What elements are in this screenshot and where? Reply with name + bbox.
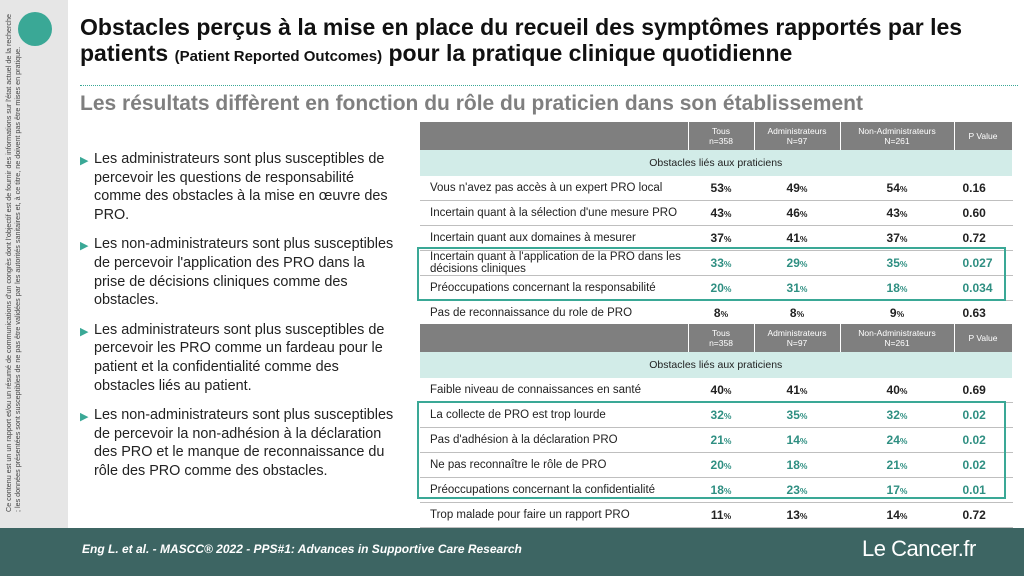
row-label: Vous n'avez pas accès à un expert PRO local: [420, 176, 688, 201]
category-label: Obstacles liés aux praticiens: [420, 150, 1012, 176]
triangle-right-icon: ▶: [80, 325, 89, 338]
page-subtitle: Les résultats diffèrent en fonction du rôle du praticien dans son établissement: [80, 92, 863, 115]
cell-tous: 20%: [688, 453, 754, 478]
column-header: Administrateurs N=97: [754, 122, 840, 150]
bullet-text: Les administrateurs sont plus susceptibles de percevoir les questions de responsabilité comme des obstacles à la mise en œuvre des PRO.: [94, 151, 388, 223]
title-part-1: Obstacles perçus à la mise en place du recueil des symptômes rapportés par les patients: [80, 14, 963, 66]
cell-p-value: 0.16: [954, 176, 1012, 201]
disclaimer-text: Ce contenu est un un rapport et/ou un résumé de communications d'un congrès dont l'objectif est de fournir des informations sur l'état actuel de la recherche ; les données présentées sont susceptibles de ne pas être validées par les autorités sanitaires et, à ce titre, ne doivent pas être mises en pratique.: [4, 14, 23, 512]
cell-admin: 46%: [754, 201, 840, 226]
cell-admin: 35%: [754, 403, 840, 428]
cell-p-value: 0.60: [954, 201, 1012, 226]
row-label: La collecte de PRO est trop lourde: [420, 403, 688, 428]
cell-p-value: 0.02: [954, 428, 1012, 453]
bullet-text: Les non-administrateurs sont plus susceptibles de percevoir l'application des PRO dans la prise de décisions cliniques comme des obstacles.: [94, 236, 394, 309]
citation: Eng L. et al. - MASCC® 2022 - PPS#1: Advances in Supportive Care Research: [82, 542, 522, 556]
row-label: Incertain quant à l'application de la PRO dans les décisions cliniques: [420, 251, 688, 276]
cell-admin: 18%: [754, 453, 840, 478]
category-label: Obstacles liés aux praticiens: [420, 352, 1012, 378]
triangle-right-icon: ▶: [80, 155, 89, 167]
column-header: Administrateurs N=97: [754, 324, 840, 352]
cell-tous: 43%: [688, 201, 754, 226]
table-row: [420, 176, 1012, 201]
cell-non: 24%: [840, 428, 954, 453]
table-row: [420, 201, 1012, 226]
page-title: [80, 14, 1015, 70]
table-header-row: [420, 122, 1012, 150]
cell-admin: 8%: [754, 301, 840, 326]
cell-admin: 23%: [754, 478, 840, 503]
teal-circle-icon: [18, 12, 52, 46]
bullet-list: [80, 150, 398, 492]
cell-p-value: 0.02: [954, 403, 1012, 428]
cell-non: 40%: [840, 378, 954, 403]
title-small: (Patient Reported Outcomes): [174, 48, 383, 65]
sidebar: [0, 0, 68, 528]
cell-p-value: 0.69: [954, 378, 1012, 403]
title-divider: [80, 85, 1018, 86]
table-row: [420, 503, 1012, 528]
cell-tous: 40%: [688, 378, 754, 403]
highlight-box-1: [417, 247, 1006, 301]
cell-tous: 8%: [688, 301, 754, 326]
table-header-row: [420, 324, 1012, 352]
cell-tous: 32%: [688, 403, 754, 428]
cell-p-value: 0.02: [954, 453, 1012, 478]
bullet-item: [80, 235, 398, 309]
header-empty: [420, 122, 688, 150]
column-header: Tous n=358: [688, 122, 754, 150]
cell-tous: 18%: [688, 478, 754, 503]
cell-tous: 37%: [688, 226, 754, 251]
bullet-text: Les administrateurs sont plus susceptibles de percevoir les PRO comme un fardeau pour le patient et la confidentialité comme des obstacles liés au patient.: [94, 321, 385, 394]
row-label: Pas de reconnaissance du role de PRO: [420, 301, 688, 326]
cell-p-value: 0.027: [954, 251, 1012, 276]
cell-p-value: 0.63: [954, 301, 1012, 326]
column-header: Tous n=358: [688, 324, 754, 352]
cell-non: 21%: [840, 453, 954, 478]
triangle-right-icon: ▶: [80, 240, 89, 253]
footer: [0, 528, 1024, 576]
title-part-2: pour la pratique clinique quotidienne: [382, 40, 793, 66]
cell-p-value: 0.034: [954, 276, 1012, 301]
column-header: Non-Administrateurs N=261: [840, 324, 954, 352]
table-row: [420, 301, 1012, 326]
cell-admin: 49%: [754, 176, 840, 201]
category-row: [420, 352, 1012, 378]
cell-non: 35%: [840, 251, 954, 276]
row-label: Faible niveau de connaissances en santé: [420, 378, 688, 403]
row-label: Incertain quant aux domaines à mesurer: [420, 226, 688, 251]
category-row: [420, 150, 1012, 176]
cell-tous: 33%: [688, 251, 754, 276]
cell-non: 9%: [840, 301, 954, 326]
lecancer-logo: Le Cancer.fr: [862, 536, 976, 561]
cell-p-value: 0.01: [954, 478, 1012, 503]
row-label: Incertain quant à la sélection d'une mesure PRO: [420, 201, 688, 226]
column-header: Non-Administrateurs N=261: [840, 122, 954, 150]
cell-admin: 29%: [754, 251, 840, 276]
highlight-box-2: [417, 401, 1006, 499]
row-label: Pas d'adhésion à la déclaration PRO: [420, 428, 688, 453]
cell-admin: 31%: [754, 276, 840, 301]
table-row: [420, 378, 1012, 403]
bullet-item: [80, 406, 398, 480]
cell-tous: 21%: [688, 428, 754, 453]
cell-tous: 20%: [688, 276, 754, 301]
cell-non: 14%: [840, 503, 954, 528]
cell-admin: 41%: [754, 226, 840, 251]
cell-non: 32%: [840, 403, 954, 428]
cell-non: 17%: [840, 478, 954, 503]
header-empty: [420, 324, 688, 352]
cell-tous: 53%: [688, 176, 754, 201]
row-label: Préoccupations concernant la confidentialité: [420, 478, 688, 503]
cell-tous: 11%: [688, 503, 754, 528]
column-header: P Value: [954, 324, 1012, 352]
bullet-text: Les non-administrateurs sont plus susceptibles de percevoir la non-adhésion à la déclaration des PRO et le manque de reconnaissance du rôle des PRO comme des obstacles.: [94, 407, 394, 479]
cell-non: 54%: [840, 176, 954, 201]
bullet-item: [80, 150, 398, 224]
cell-non: 43%: [840, 201, 954, 226]
cell-p-value: 0.72: [954, 503, 1012, 528]
row-label: Ne pas reconnaître le rôle de PRO: [420, 453, 688, 478]
column-header: P Value: [954, 122, 1012, 150]
bullet-item: [80, 321, 398, 395]
row-label: Trop malade pour faire un rapport PRO: [420, 503, 688, 528]
triangle-right-icon: ▶: [80, 411, 89, 424]
cell-non: 37%: [840, 226, 954, 251]
row-label: Préoccupations concernant la responsabilité: [420, 276, 688, 301]
cell-p-value: 0.72: [954, 226, 1012, 251]
cell-admin: 13%: [754, 503, 840, 528]
cell-admin: 41%: [754, 378, 840, 403]
cell-admin: 14%: [754, 428, 840, 453]
cell-non: 18%: [840, 276, 954, 301]
